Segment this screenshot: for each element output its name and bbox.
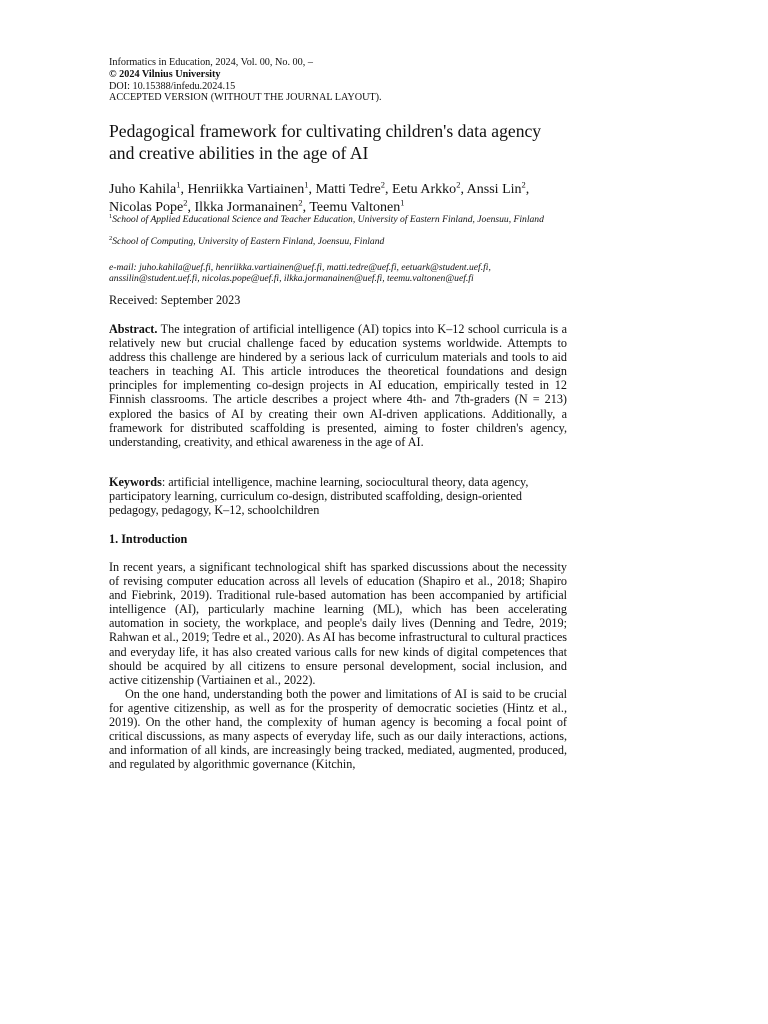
- journal-line: Informatics in Education, 2024, Vol. 00, No. 00, –: [109, 57, 313, 68]
- affiliation: $^1$School of Applied Educational Science and Teacher Education, University of Eastern Finland, Joensuu, Finland: [109, 212, 544, 225]
- abstract: [109, 322, 567, 449]
- section-body: [109, 560, 567, 771]
- author: Eetu Arkko$^2$,: [392, 179, 467, 197]
- doi-line: DOI: 10.15388/infedu.2024.15: [109, 80, 236, 92]
- title-line-1: Pedagogical framework for cultivating children's data agency: [109, 121, 542, 141]
- author: Juho Kahila$^1$,: [109, 179, 188, 197]
- title-line-2: and creative abilities in the age of AI: [109, 142, 369, 163]
- author: Matti Tedre$^2$,: [315, 179, 393, 197]
- journal-header: [109, 57, 569, 104]
- author: Ilkka Jormanainen$^2$,: [194, 196, 310, 215]
- abstract-text: The integration of artificial intelligence (AI) topics into K–12 school curricula is a relatively new but crucial challenge faced by education systems worldwide. Attempts to address this challenge are hindered by a serious lack of curriculum materials and tools to aid teachers in teaching AI. This article introduces the theoretical foundations and design principles for implementing co-design projects in AI education, empirically tested in 12 Finnish classrooms. The article describes a project where 4th- and 7th-graders (N = 213) explored the basics of AI by creating their own AI-driven applications. Additionally, a framework for distributed scaffolding is presented, aiming to foster children's agency, understanding, creativity, and ethical awareness in the age of AI.: [109, 322, 567, 449]
- affiliation: $^2$School of Computing, University of Eastern Finland, Joensuu, Finland: [109, 234, 385, 247]
- section-heading: 1. Introduction: [109, 532, 188, 546]
- keywords-text: : artificial intelligence, machine learning, sociocultural theory, data agency, participatory learning, curriculum co-design, distributed scaffolding, design-oriented pedagogy, pedagogy, K–12, schoolchildren: [109, 475, 529, 518]
- author: Anssi Lin$^2$,: [466, 179, 530, 197]
- author: Teemu Valtonen$^1$: [309, 196, 405, 215]
- paper-title: [109, 121, 579, 164]
- author: Nicolas Pope$^2$,: [109, 196, 195, 215]
- copyright-line: © 2024 Vilnius University: [109, 68, 221, 80]
- email-list: e-mail: juho.kahila@uef.fi, henriikka.vartiainen@uef.fi, matti.tedre@uef.fi, eetuark@student.uef.fi, anssilin@student.uef.fi, nicolas.pope@uef.fi, ilkka.jormanainen@uef.fi, teemu.valtonen@uef.fi: [109, 262, 491, 285]
- paragraph: On the one hand, understanding both the power and limitations of AI is said to be crucial for agentive citizenship, as well as for the prosperity of democratic societies (Hintz et al., 2019). On the other hand, the complexity of human agency is becoming a focal point of critical discussions, as many aspects of everyday life, such as our daily interactions, actions, and information of all kinds, are increasingly being tracked, mediated, augmented, produced, and regulated by algorithmic governance (Kitchin,: [109, 686, 567, 772]
- received-date: Received: September 2023: [109, 293, 241, 307]
- author-list: [109, 181, 569, 216]
- abstract-label: Abstract.: [109, 322, 158, 336]
- author: Henriikka Vartiainen$^1$,: [187, 179, 316, 197]
- keywords: [109, 475, 567, 517]
- version-line: ACCEPTED VERSION (WITHOUT THE JOURNAL LAYOUT).: [109, 92, 382, 104]
- paragraph: In recent years, a significant technological shift has sparked discussions about the necessity of revising computer education across all levels of education (Shapiro et al., 2018; Shapiro and Fiebrink, 2019). Traditional rule-based automation has been accompanied by artificial intelligence (AI), particularly machine learning (ML), which has been accelerating automation in society, the workplace, and people's daily lives (Denning and Tedre, 2019; Rahwan et al., 2019; Tedre et al., 2020). As AI has become infrastructural to cultural practices and everyday life, it has also created various calls for new kinds of digital competences that should be acquired by all citizens to ensure personal development, social inclusion, and active citizenship (Vartiainen et al., 2022).: [109, 560, 567, 687]
- keywords-label: Keywords: [109, 475, 162, 489]
